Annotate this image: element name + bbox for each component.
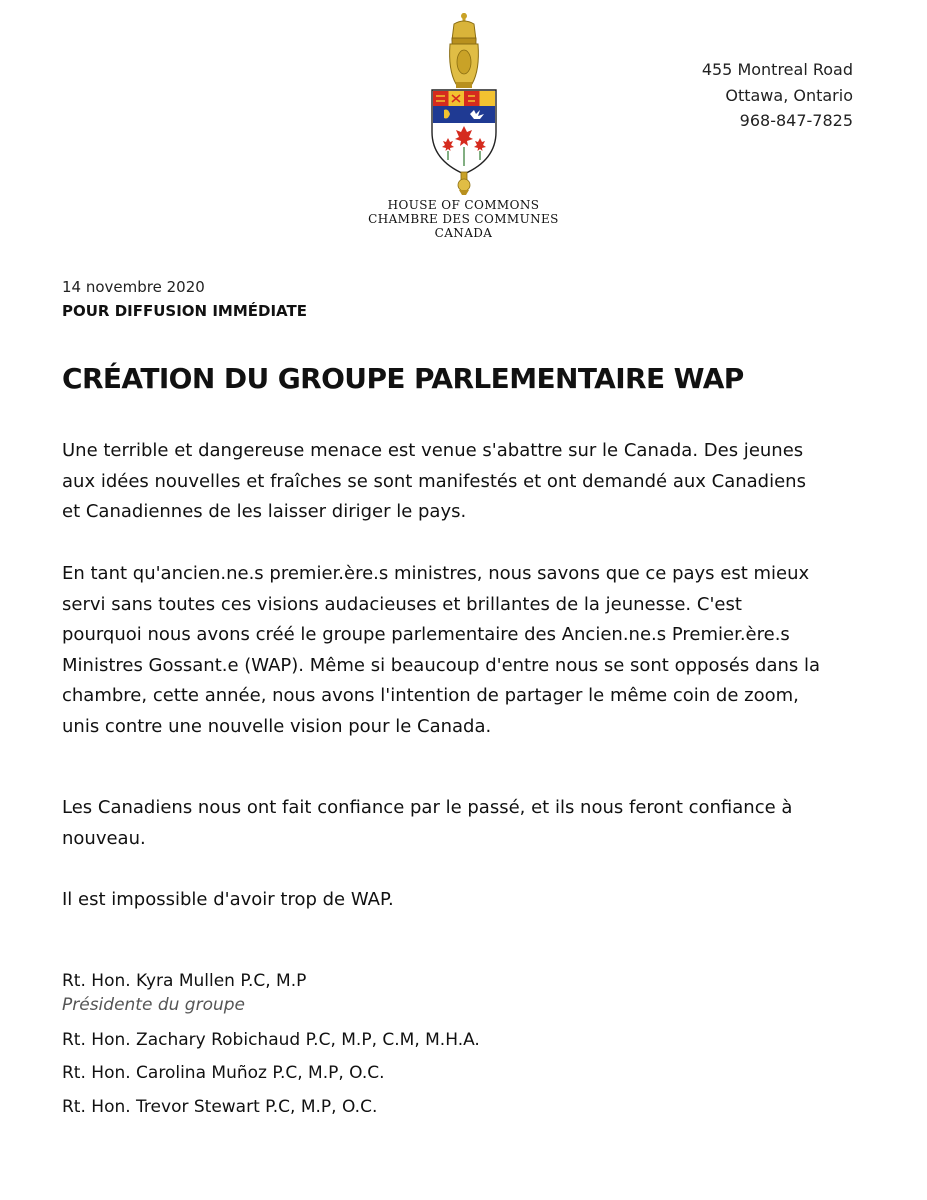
logo-line-canada: CANADA [434,226,493,240]
signatory-member-3: Rt. Hon. Trevor Stewart P.C, M.P, O.C. [62,1097,378,1117]
office-address [702,57,853,134]
address-city: Ottawa, Ontario [725,85,853,105]
address-phone: 968-847-7825 [739,111,853,130]
address-street: 455 Montreal Road [701,60,853,79]
logo-line-chambre-des-communes: CHAMBRE DES COMMUNES [368,212,559,226]
logo-line-house-of-commons: HOUSE OF COMMONS [387,198,540,212]
signatory-member-2: Rt. Hon. Carolina Muñoz P.C, M.P, O.C. [62,1063,385,1083]
mace-coat-of-arms-emblem-icon [418,10,510,195]
signatory-chair-name: Rt. Hon. Kyra Mullen P.C, M.P [62,971,307,991]
release-label: POUR DIFFUSION IMMÉDIATE [62,302,307,320]
body-paragraph-3: Les Canadiens nous ont fait confiance par le passé, et ils nous feront confiance à nouveau. [62,797,793,849]
signatory-chair-role: Présidente du groupe [62,995,246,1015]
page-title: CRÉATION DU GROUPE PARLEMENTAIRE WAP [62,362,744,395]
body-paragraph-1: Une terrible et dangereuse menace est venue s'abattre sur le Canada. Des jeunes aux idées nouvelles et fraîches se sont manifestés et ont demandé aux Canadiens et Canadiennes de les laisser diriger le pays. [62,440,806,522]
body-paragraph-4: Il est impossible d'avoir trop de WAP. [62,889,394,910]
release-date: 14 novembre 2020 [62,278,205,296]
body-paragraph-2: En tant qu'ancien.ne.s premier.ère.s ministres, nous savons que ce pays est mieux servi sans toutes ces visions audacieuses et brillantes de la jeunesse. C'est pourquoi nous avons créé le groupe parlementaire des Ancien.ne.s Premier.ère.s Ministres Gossant.e (WAP). Même si beaucoup d'entre nous se sont opposés dans la chambre, cette année, nous avons l'intention de partager le même coin de zoom, unis contre une nouvelle vision pour le Canada. [62,563,821,737]
signatory-member-1: Rt. Hon. Zachary Robichaud P.C, M.P, C.M, M.H.A. [62,1030,480,1050]
